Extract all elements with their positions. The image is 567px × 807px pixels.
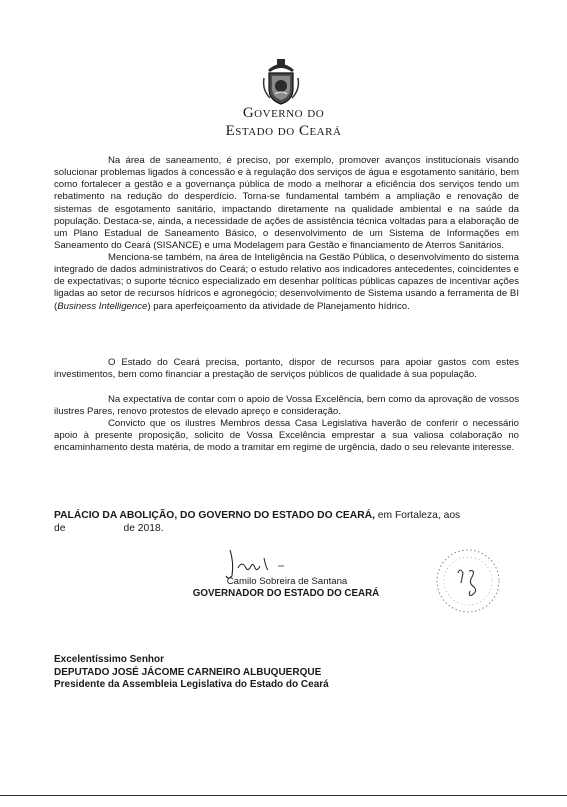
paragraph-2-italic: Business Intelligence xyxy=(57,300,148,312)
footer-divider xyxy=(0,795,567,796)
addressee-salutation: Excelentíssimo Senhor xyxy=(54,654,165,665)
paragraph-1-text: Na área de saneamento, é preciso, por exemplo, promover avanços institucionais visando solucionar problemas ligados à concessão e à regulação dos serviços de água e esgotamento sanitário, bem como fortalecer a gestão e a governança pública de modo a melhorar a eficiência dos serviços tendo um rebatimento na redução do desperdício. Torna-se fundamental também a ampliação e renovação de sistemas de esgotamento sanitário, impactando diretamente na qualidade ambiental e na saúde da população. Destaca-se, ainda, a necessidade de ações de assistência técnica voltadas para a elaboração de um Plano Estadual de Saneamento Básico, o desenvolvimento de um Sistema de Informações em Saneamento do Ceará (SISANCE) e uma Modelagem para Gestão e financiamento de Aterros Sanitários. xyxy=(54,155,519,252)
paragraph-3-text: O Estado do Ceará precisa, portanto, dispor de recursos para apoiar gastos com estes investimentos, bem como financiar a prestação de serviços públicos de qualidade à sua população. xyxy=(54,357,519,381)
header-line-1 xyxy=(0,104,567,122)
header-ceara: Ceará xyxy=(298,123,342,139)
palacio-rest: em Fortaleza, aos xyxy=(374,510,461,521)
header-do-2: do xyxy=(277,123,295,139)
header-estado: Estado xyxy=(225,123,274,139)
government-header xyxy=(0,104,567,140)
date-suffix: de 2018. xyxy=(123,523,164,534)
paragraph-inteligencia xyxy=(54,252,519,313)
addressee-block xyxy=(54,654,514,692)
paragraph-convicto xyxy=(54,418,519,454)
official-seal-stamp-icon xyxy=(432,545,504,617)
addressee-name: DEPUTADO JOSÉ JÁCOME CARNEIRO ALBUQUERQUE xyxy=(54,666,322,678)
paragraph-2-part-a: Menciona-se também, na área de Inteligência na Gestão Pública, o desenvolvimento do sistema integrado de dados administrativos do Ceará; o estudo relativo aos indicadores antecedentes, coincidentes e de expectativas; o suporte técnico especializado em desenhar políticas públicas capazes de incentivar ações ligadas ao setor de recursos hídricos e agronegócio; desenvolvimento de Sistema usando a ferramenta de BI ( xyxy=(54,252,519,312)
place-date-line xyxy=(54,509,520,535)
signer-role: GOVERNADOR DO ESTADO DO CEARÁ xyxy=(192,588,380,599)
date-prefix: de xyxy=(54,523,66,534)
paragraph-2-text xyxy=(54,252,519,313)
header-governo: Governo xyxy=(242,105,304,121)
header-do: do xyxy=(307,105,325,121)
paragraph-saneamento xyxy=(54,155,519,252)
paragraph-4-text: Na expectativa de contar com o apoio de Vossa Excelência, bem como da aprovação de vossos ilustres Pares, renovo protestos de elevado apreço e consideração. xyxy=(54,394,519,418)
paragraph-expectativa xyxy=(54,394,519,418)
addressee-title: Presidente da Assembleia Legislativa do Estado do Ceará xyxy=(54,679,329,690)
header-line-2 xyxy=(0,122,567,140)
signer-name: Camilo Sobreira de Santana xyxy=(226,576,348,587)
palacio-heading: PALÁCIO DA ABOLIÇÃO, DO GOVERNO DO ESTADO DO CEARÁ, xyxy=(54,510,375,521)
paragraph-recursos xyxy=(54,357,519,381)
paragraph-2-part-b: ) para aperfeiçoamento da atividade de Planejamento hídrico. xyxy=(147,300,410,312)
paragraph-5-text: Convicto que os ilustres Membros dessa Casa Legislativa haverão de conferir o necessário apoio à presente proposição, solicito de Vossa Excelência emprestar a sua valiosa colaboração no encaminhamento desta matéria, de modo a tramitar em regime de urgência, dado o seu relevante interesse. xyxy=(54,418,519,454)
coat-of-arms-icon xyxy=(258,56,304,106)
date-line xyxy=(54,522,520,535)
